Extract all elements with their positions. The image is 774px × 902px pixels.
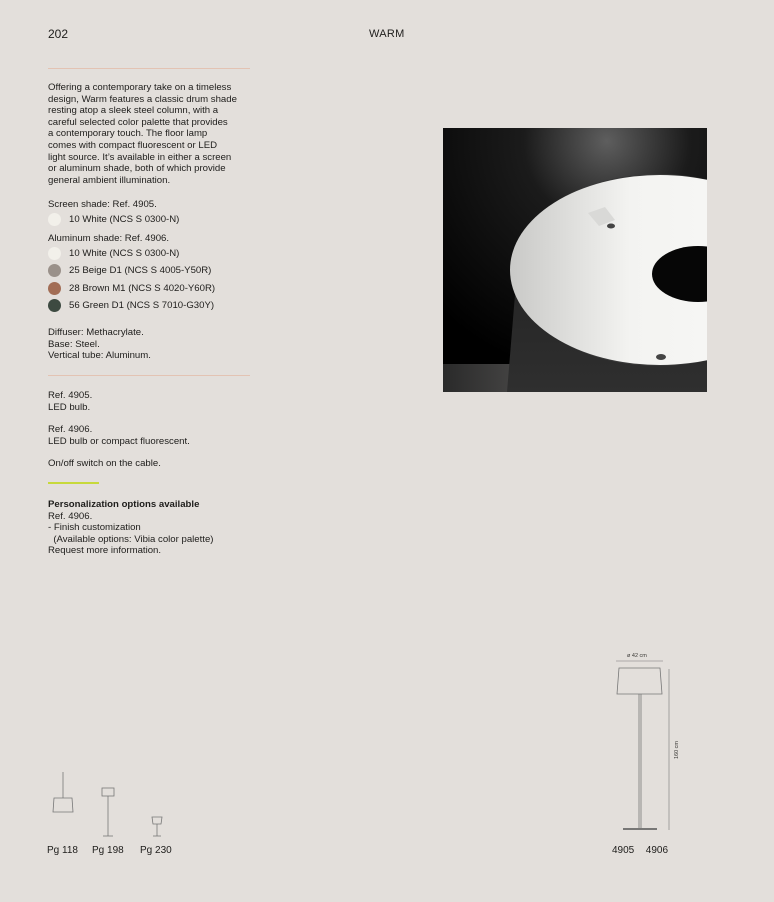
page-number: 202 bbox=[48, 27, 69, 41]
description-line: comes with compact fluorescent or LED bbox=[48, 139, 218, 151]
description-line: design, Warm features a classic drum shade bbox=[48, 93, 237, 105]
material-line: Vertical tube: Aluminum. bbox=[48, 350, 151, 362]
product-photo bbox=[443, 128, 707, 392]
screen-shade-section bbox=[48, 199, 252, 228]
personalization-line: Request more information. bbox=[48, 545, 162, 557]
aluminum-shade-section bbox=[48, 233, 252, 315]
diameter-label: ø 42 cm bbox=[627, 653, 647, 659]
color-swatch bbox=[48, 247, 61, 260]
related-page-link[interactable]: Pg 118 bbox=[47, 845, 78, 856]
color-swatch bbox=[48, 213, 61, 226]
personalization-section bbox=[48, 499, 252, 557]
finish-option bbox=[48, 211, 252, 229]
light-source-specs bbox=[48, 390, 252, 470]
description-line: light source. It’s available in either a screen bbox=[48, 151, 232, 163]
spec-source: LED bulb or compact fluorescent. bbox=[48, 435, 190, 447]
material-line: Diffuser: Methacrylate. bbox=[48, 327, 144, 338]
screen-shade-label: Screen shade: Ref. 4905. bbox=[48, 199, 157, 210]
related-page-link[interactable]: Pg 198 bbox=[92, 845, 124, 856]
product-description bbox=[48, 82, 252, 186]
color-swatch bbox=[48, 299, 61, 312]
description-line: or aluminum shade, both of which provide bbox=[48, 163, 226, 175]
personalization-line: - Finish customization bbox=[48, 522, 141, 534]
finish-name: 56 Green D1 (NCS S 7010-G30Y) bbox=[69, 300, 215, 312]
floor-lamp-icon bbox=[98, 786, 120, 840]
finish-option bbox=[48, 245, 252, 263]
lamp-shade-closeup-image bbox=[443, 128, 707, 392]
divider bbox=[48, 68, 250, 69]
accent-rule bbox=[48, 482, 99, 484]
related-page-link[interactable]: Pg 230 bbox=[140, 845, 172, 856]
height-label: 160 cm bbox=[674, 740, 680, 760]
finish-name: 10 White (NCS S 0300-N) bbox=[69, 213, 180, 225]
personalization-line: (Available options: Vibia color palette) bbox=[48, 533, 214, 545]
pendant-lamp-icon bbox=[48, 768, 78, 816]
personalization-heading: Personalization options available bbox=[48, 499, 200, 510]
divider bbox=[48, 375, 250, 376]
finish-option bbox=[48, 280, 252, 298]
spec-ref: Ref. 4906. bbox=[48, 424, 93, 436]
color-swatch bbox=[48, 264, 61, 277]
color-swatch bbox=[48, 282, 61, 295]
spec-ref: Ref. 4905. bbox=[48, 390, 93, 401]
spec-source: LED bulb. bbox=[48, 401, 91, 413]
switch-note: On/off switch on the cable. bbox=[48, 458, 161, 470]
description-line: resting atop a sleek steel column, with a bbox=[48, 105, 219, 117]
page-title: WARM bbox=[369, 28, 405, 40]
material-line: Base: Steel. bbox=[48, 338, 100, 350]
materials bbox=[48, 327, 252, 362]
description-line: Offering a contemporary take on a timeless bbox=[48, 82, 232, 93]
description-line: a contemporary touch. The floor lamp bbox=[48, 128, 208, 140]
finish-name: 25 Beige D1 (NCS S 4005-Y50R) bbox=[69, 265, 212, 277]
description-line: careful selected color palette that provides bbox=[48, 116, 228, 128]
finish-option bbox=[48, 262, 252, 280]
product-references: 4905 4906 bbox=[612, 845, 669, 856]
description-line: general ambient illumination. bbox=[48, 174, 171, 186]
finish-name: 10 White (NCS S 0300-N) bbox=[69, 247, 180, 259]
finish-option bbox=[48, 297, 252, 315]
aluminum-shade-label: Aluminum shade: Ref. 4906. bbox=[48, 233, 170, 244]
table-lamp-icon bbox=[148, 814, 166, 840]
personalization-line: Ref. 4906. bbox=[48, 510, 93, 522]
finish-name: 28 Brown M1 (NCS S 4020-Y60R) bbox=[69, 282, 216, 294]
